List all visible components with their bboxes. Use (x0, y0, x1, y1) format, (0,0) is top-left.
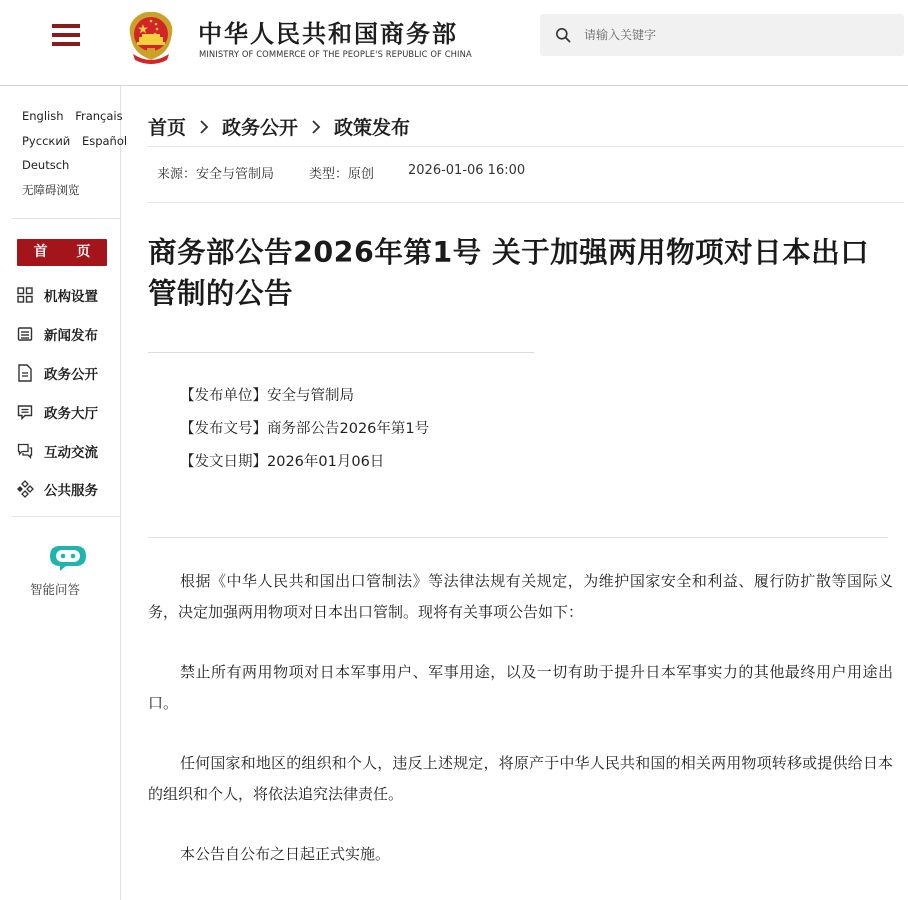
article-paragraph: 禁止所有两用物项对日本军事用户、军事用途，以及一切有助于提升日本军事实力的其他最终用户用途出口。 (148, 663, 893, 712)
divider (148, 537, 888, 538)
meta-source: 来源：安全与管制局 (157, 167, 275, 182)
list-icon (16, 325, 34, 343)
article-meta (157, 163, 525, 182)
breadcrumb-home[interactable]: 首页 (148, 116, 187, 139)
info-document-number: 【发布文号】商务部公告2026年第1号 (180, 421, 430, 437)
lang-russian-link[interactable]: Русский (22, 133, 71, 148)
sidebar-item-organization[interactable] (16, 276, 120, 315)
sidebar-divider (120, 86, 121, 900)
sidebar-item-public-service[interactable] (16, 470, 120, 509)
article-paragraph: 本公告自公布之日起正式实施。 (180, 845, 391, 863)
header (0, 0, 908, 86)
info-issue-date: 【发文日期】2026年01月06日 (180, 454, 385, 470)
chat-icon (16, 442, 34, 460)
sidebar-item-label: 政务公开 (44, 366, 98, 383)
article-title: 商务部公告2026年第1号 关于加强两用物项对日本出口管制的公告 (148, 236, 870, 310)
sidebar-item-news[interactable] (16, 315, 120, 354)
sidebar-item-label: 互动交流 (44, 444, 98, 461)
sidebar-item-label: 公共服务 (44, 483, 98, 500)
robot-assistant-icon[interactable] (46, 540, 90, 572)
meta-type: 类型：原创 (309, 167, 375, 182)
sidebar-item-label: 政务大厅 (44, 405, 98, 422)
site-subtitle: MINISTRY OF COMMERCE OF THE PEOPLE'S REPUBLIC OF CHINA (199, 49, 472, 59)
sidebar-separator (12, 218, 120, 219)
breadcrumb (148, 112, 410, 140)
lang-french-link[interactable]: Français (75, 109, 123, 123)
smart-qa-label[interactable]: 智能问答 (30, 582, 81, 597)
sidebar-item-label: 机构设置 (44, 289, 98, 306)
chevron-right-icon (301, 115, 331, 137)
article-body (148, 566, 893, 899)
divider (148, 202, 904, 203)
search-icon[interactable] (555, 27, 571, 43)
article-paragraph: 根据《中华人民共和国出口管制法》等法律法规有关规定，为维护国家安全和利益、履行防扩散等国际义务，决定加强两用物项对日本出口管制。现将有关事项公告如下： (148, 572, 893, 621)
article-paragraph: 任何国家和地区的组织和个人，违反上述规定，将原产于中华人民共和国的相关两用物项转移或提供给日本的组织和个人，将依法追究法律责任。 (148, 754, 893, 803)
grid-icon (16, 286, 34, 304)
accessibility-link[interactable]: 无障碍浏览 (22, 182, 80, 197)
hamburger-menu-icon[interactable] (50, 20, 82, 50)
chevron-right-icon (189, 115, 219, 137)
home-button[interactable]: 首 页 (17, 239, 107, 266)
info-issuer: 【发布单位】安全与管制局 (180, 388, 354, 404)
search-input[interactable] (584, 23, 884, 47)
national-emblem-icon (123, 8, 179, 66)
sidebar-item-label: 新闻发布 (44, 328, 98, 345)
divider (148, 146, 904, 147)
sidebar-item-interaction[interactable] (16, 431, 120, 470)
lang-spanish-link[interactable]: Español (81, 133, 128, 148)
lang-german-link[interactable]: Deutsch (22, 158, 70, 172)
sidebar-item-service-hall[interactable] (16, 392, 120, 431)
search-box[interactable] (540, 14, 904, 56)
site-title[interactable]: 中华人民共和国商务部 (198, 20, 458, 48)
message-icon (16, 403, 34, 421)
service-icon (16, 480, 34, 498)
divider (148, 352, 534, 353)
meta-datetime: 2026-01-06 16:00 (408, 163, 526, 178)
article-info (180, 384, 429, 483)
sidebar-nav (16, 276, 120, 509)
breadcrumb-policy-release[interactable]: 政策发布 (334, 116, 411, 139)
document-icon (16, 364, 34, 382)
breadcrumb-government-affairs[interactable]: 政务公开 (222, 116, 299, 139)
language-switcher (22, 106, 128, 204)
sidebar-separator (12, 516, 120, 517)
lang-english-link[interactable]: English (22, 109, 64, 123)
sidebar-item-government-affairs[interactable] (16, 354, 120, 393)
